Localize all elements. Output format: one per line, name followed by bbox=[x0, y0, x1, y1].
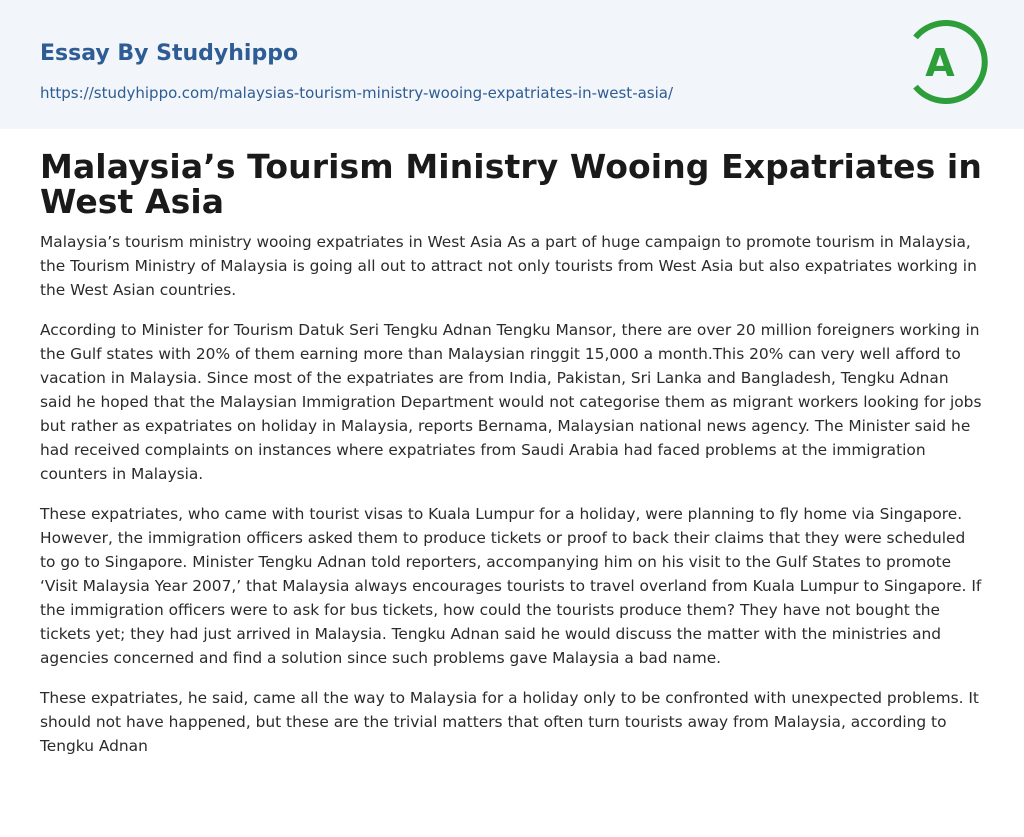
site-brand[interactable]: Essay By Studyhippo bbox=[40, 41, 299, 66]
essay-paragraph: According to Minister for Tourism Datuk Seri Tengku Adnan Tengku Mansor, there are over 20 million foreigners working in the Gulf states with 20% of them earning more than Malaysian ringgit 15,000 a month.This 20% can very well afford to vacation in Malaysia. Since most of the expatriates are from India, Pakistan, Sri Lanka and Bangladesh, Tengku Adnan said he hoped that the Malaysian Immigration Department would not categorise them as migrant workers looking for jobs but rather as expatriates on holiday in Malaysia, reports Bernama, Malaysian national news agency. The Minister said he had received complaints on instances where expatriates from Saudi Arabia had faced problems at the immigration counters in Malaysia. bbox=[40, 321, 982, 483]
essay-paragraph: Malaysia’s tourism ministry wooing expatriates in West Asia As a part of huge campaign to promote tourism in Malaysia, the Tourism Ministry of Malaysia is going all out to attract not only tourists from West Asia but also expatriates working in the West Asian countries. bbox=[40, 233, 977, 299]
essay-title: Malaysia’s Tourism Ministry Wooing Expatriates in West Asia bbox=[40, 147, 982, 221]
essay-content bbox=[0, 149, 1024, 758]
logo-a-icon bbox=[910, 18, 988, 106]
essay-url-link[interactable]: https://studyhippo.com/malaysias-tourism-ministry-wooing-expatriates-in-west-asia/ bbox=[40, 84, 674, 102]
essay-paragraph: These expatriates, who came with tourist visas to Kuala Lumpur for a holiday, were planning to fly home via Singapore. However, the immigration officers asked them to produce tickets or proof to back their claims that they were scheduled to go to Singapore. Minister Tengku Adnan told reporters, accompanying him on his visit to the Gulf States to promote ‘Visit Malaysia Year 2007,’ that Malaysia always encourages tourists to travel overland from Kuala Lumpur to Singapore. If the immigration officers were to ask for bus tickets, how could the tourists produce them? They have not bought the tickets yet; they had just arrived in Malaysia. Tengku Adnan said he would discuss the matter with the ministries and agencies concerned and find a solution since such problems gave Malaysia a bad name. bbox=[40, 505, 982, 667]
studyhippo-logo[interactable] bbox=[910, 18, 988, 106]
essay-paragraph: These expatriates, he said, came all the way to Malaysia for a holiday only to be confronted with unexpected problems. It should not have happened, but these are the trivial matters that often turn tourists away from Malaysia, according to Tengku Adnan bbox=[40, 689, 979, 755]
page-header bbox=[0, 0, 1024, 129]
logo-letter: A bbox=[925, 41, 955, 85]
